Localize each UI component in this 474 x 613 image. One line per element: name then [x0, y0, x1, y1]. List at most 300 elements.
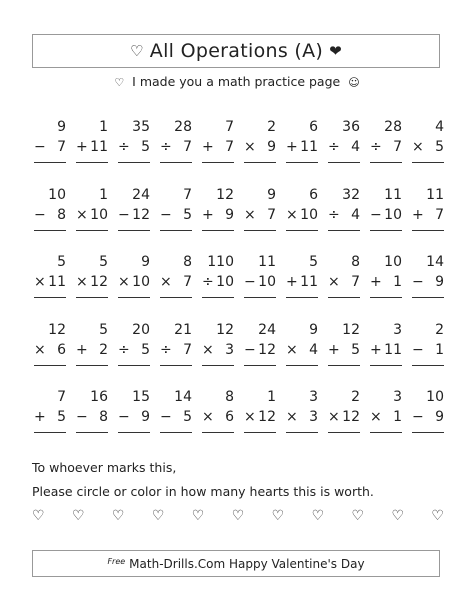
- problem-bottom-row: [118, 272, 150, 292]
- math-problem: [240, 185, 282, 253]
- problem-bottom-number: 5: [435, 139, 444, 155]
- math-problem: [156, 252, 198, 320]
- answer-line: [328, 230, 360, 231]
- problem-bottom-number: 9: [141, 409, 150, 425]
- answer-line: [160, 365, 192, 366]
- operator-sign: +: [34, 409, 46, 425]
- operator-sign: ÷: [328, 139, 340, 155]
- problem-top-number: 10: [426, 389, 444, 405]
- marker-note-line-1: To whoever marks this,: [32, 460, 177, 475]
- problem-top-number: 14: [426, 254, 444, 270]
- subtitle: [0, 74, 474, 89]
- problem-top-number: 1: [267, 389, 276, 405]
- operator-sign: ×: [118, 274, 130, 290]
- answer-line: [76, 365, 108, 366]
- problem-bottom-number: 11: [300, 139, 318, 155]
- operator-sign: ÷: [328, 206, 340, 223]
- problem-bottom-number: 6: [57, 341, 66, 358]
- operator-sign: ÷: [118, 139, 130, 155]
- problem-top-number: 36: [342, 119, 360, 135]
- problem-top-number: 11: [426, 186, 444, 203]
- problem-top-number: 9: [267, 186, 276, 203]
- problem-top-number: 12: [48, 321, 66, 338]
- answer-line: [286, 230, 318, 231]
- problem-bottom-row: [244, 272, 276, 292]
- problem-bottom-number: 4: [351, 206, 360, 223]
- problem-bottom-row: [76, 137, 108, 157]
- operator-sign: −: [118, 206, 130, 223]
- math-problem: [72, 320, 114, 388]
- problem-top-number: 11: [258, 254, 276, 270]
- answer-line: [244, 365, 276, 366]
- math-problem: [324, 320, 366, 388]
- problem-top-number: 5: [99, 254, 108, 270]
- problem-top-number: 5: [99, 321, 108, 338]
- answer-line: [412, 432, 444, 433]
- problem-bottom-row: [286, 407, 318, 427]
- problem-bottom-row: [328, 272, 360, 292]
- problem-bottom-number: 9: [267, 139, 276, 155]
- problem-bottom-row: [160, 407, 192, 427]
- problem-top-number: 3: [393, 389, 402, 405]
- problem-bottom-row: [160, 340, 192, 360]
- operator-sign: ×: [244, 409, 256, 425]
- answer-line: [34, 365, 66, 366]
- problem-top-number: 3: [393, 321, 402, 338]
- problem-top-number: 6: [309, 186, 318, 203]
- heart-outline-icon[interactable]: ♡: [71, 508, 85, 524]
- operator-sign: +: [370, 341, 382, 358]
- answer-line: [118, 365, 150, 366]
- problem-bottom-row: [370, 205, 402, 225]
- math-problem: [366, 387, 408, 455]
- operator-sign: ×: [286, 409, 298, 425]
- math-problem: [240, 117, 282, 185]
- problem-bottom-row: [286, 137, 318, 157]
- answer-line: [328, 365, 360, 366]
- answer-line: [370, 432, 402, 433]
- problem-bottom-number: 10: [300, 206, 318, 223]
- operator-sign: +: [202, 206, 214, 223]
- answer-line: [76, 162, 108, 163]
- answer-line: [76, 230, 108, 231]
- answer-line: [34, 297, 66, 298]
- answer-line: [412, 162, 444, 163]
- problem-bottom-number: 7: [267, 206, 276, 223]
- problem-bottom-row: [412, 272, 444, 292]
- operator-sign: −: [370, 206, 382, 223]
- footer-box: [32, 550, 440, 577]
- problem-bottom-row: [202, 137, 234, 157]
- problem-top-number: 7: [57, 389, 66, 405]
- math-problem: [324, 387, 366, 455]
- problem-bottom-number: 9: [435, 409, 444, 425]
- problem-bottom-row: [286, 272, 318, 292]
- operator-sign: +: [328, 341, 340, 358]
- math-problem: [30, 320, 72, 388]
- math-problem: [30, 117, 72, 185]
- problem-bottom-number: 11: [48, 274, 66, 290]
- math-problem: [240, 252, 282, 320]
- problem-bottom-number: 9: [225, 206, 234, 223]
- answer-line: [76, 432, 108, 433]
- math-problem: [366, 320, 408, 388]
- hearts-row: [32, 508, 444, 524]
- problem-bottom-number: 7: [225, 139, 234, 155]
- smiley-face-icon: ☺: [348, 76, 360, 89]
- answer-line: [412, 230, 444, 231]
- answer-line: [328, 297, 360, 298]
- problem-bottom-row: [118, 340, 150, 360]
- problem-bottom-number: 10: [384, 206, 402, 223]
- operator-sign: ÷: [118, 341, 130, 358]
- problem-bottom-number: 5: [141, 139, 150, 155]
- problem-top-number: 28: [384, 119, 402, 135]
- answer-line: [34, 162, 66, 163]
- operator-sign: −: [76, 409, 88, 425]
- math-problem: [408, 185, 450, 253]
- problem-bottom-row: [76, 205, 108, 225]
- problem-top-number: 5: [309, 254, 318, 270]
- problem-top-number: 14: [174, 389, 192, 405]
- problem-bottom-number: 12: [90, 274, 108, 290]
- problem-bottom-row: [370, 340, 402, 360]
- math-problem: [282, 185, 324, 253]
- problem-bottom-number: 10: [216, 274, 234, 290]
- problem-top-number: 15: [132, 389, 150, 405]
- problem-top-number: 10: [48, 186, 66, 203]
- operator-sign: −: [412, 409, 424, 425]
- problem-bottom-number: 10: [132, 274, 150, 290]
- problem-bottom-row: [412, 407, 444, 427]
- problem-top-number: 11: [384, 186, 402, 203]
- math-problem: [282, 252, 324, 320]
- heart-outline-icon[interactable]: ♡: [151, 508, 165, 524]
- operator-sign: −: [160, 206, 172, 223]
- math-problem: [156, 387, 198, 455]
- problem-bottom-row: [244, 340, 276, 360]
- operator-sign: ×: [412, 139, 424, 155]
- problem-top-number: 35: [132, 119, 150, 135]
- operator-sign: −: [34, 206, 46, 223]
- problem-top-number: 6: [309, 119, 318, 135]
- problem-bottom-row: [34, 272, 66, 292]
- problem-bottom-number: 5: [351, 341, 360, 358]
- problem-bottom-number: 12: [258, 341, 276, 358]
- math-problem: [198, 320, 240, 388]
- answer-line: [160, 432, 192, 433]
- operator-sign: +: [286, 274, 298, 290]
- problem-bottom-row: [202, 205, 234, 225]
- problem-bottom-number: 10: [258, 274, 276, 290]
- problem-top-number: 16: [90, 389, 108, 405]
- operator-sign: ÷: [160, 341, 172, 358]
- problem-top-number: 1: [99, 119, 108, 135]
- answer-line: [328, 432, 360, 433]
- math-problem: [72, 252, 114, 320]
- problem-bottom-row: [160, 205, 192, 225]
- heart-outline-icon[interactable]: ♡: [191, 508, 205, 524]
- problem-bottom-row: [76, 272, 108, 292]
- answer-line: [202, 432, 234, 433]
- problem-bottom-row: [202, 272, 234, 292]
- math-problem: [282, 387, 324, 455]
- answer-line: [118, 432, 150, 433]
- problem-top-number: 21: [174, 321, 192, 338]
- answer-line: [286, 162, 318, 163]
- problem-top-number: 7: [225, 119, 234, 135]
- operator-sign: +: [76, 139, 88, 155]
- answer-line: [370, 162, 402, 163]
- answer-line: [76, 297, 108, 298]
- heart-outline-icon[interactable]: ♡: [271, 508, 285, 524]
- problem-bottom-number: 8: [57, 206, 66, 223]
- problem-bottom-number: 7: [435, 206, 444, 223]
- heart-outline-icon[interactable]: ♡: [311, 508, 325, 524]
- answer-line: [286, 365, 318, 366]
- math-problem: [408, 117, 450, 185]
- problem-bottom-row: [286, 340, 318, 360]
- math-problem: [156, 117, 198, 185]
- operator-sign: ×: [34, 274, 46, 290]
- problem-top-number: 32: [342, 186, 360, 203]
- problem-top-number: 110: [207, 254, 234, 270]
- problem-bottom-number: 5: [57, 409, 66, 425]
- operator-sign: −: [244, 341, 256, 358]
- problem-bottom-row: [202, 340, 234, 360]
- operator-sign: ×: [34, 341, 46, 358]
- heart-outline-icon[interactable]: ♡: [231, 508, 245, 524]
- math-problem: [240, 320, 282, 388]
- operator-sign: ÷: [160, 139, 172, 155]
- problem-top-number: 3: [309, 389, 318, 405]
- problem-bottom-number: 8: [99, 409, 108, 425]
- math-problem: [240, 387, 282, 455]
- operator-sign: ×: [160, 274, 172, 290]
- math-problem: [366, 252, 408, 320]
- operator-sign: ×: [202, 341, 214, 358]
- title-box: [32, 34, 440, 68]
- problem-bottom-row: [370, 137, 402, 157]
- operator-sign: −: [34, 139, 46, 155]
- answer-line: [160, 162, 192, 163]
- answer-line: [244, 162, 276, 163]
- problem-bottom-number: 7: [57, 139, 66, 155]
- math-problem: [324, 252, 366, 320]
- problem-bottom-number: 7: [183, 341, 192, 358]
- problem-bottom-number: 12: [258, 409, 276, 425]
- problem-bottom-row: [34, 205, 66, 225]
- problem-bottom-number: 1: [393, 274, 402, 290]
- problem-bottom-number: 3: [225, 341, 234, 358]
- problem-bottom-number: 4: [351, 139, 360, 155]
- problem-bottom-row: [412, 205, 444, 225]
- problem-top-number: 12: [342, 321, 360, 338]
- problem-top-number: 9: [57, 119, 66, 135]
- problem-bottom-row: [370, 272, 402, 292]
- math-problem: [324, 117, 366, 185]
- operator-sign: +: [286, 139, 298, 155]
- answer-line: [118, 162, 150, 163]
- problem-top-number: 28: [174, 119, 192, 135]
- operator-sign: ÷: [202, 274, 214, 290]
- answer-line: [118, 297, 150, 298]
- math-problem: [408, 320, 450, 388]
- operator-sign: ×: [328, 409, 340, 425]
- problem-top-number: 20: [132, 321, 150, 338]
- answer-line: [244, 432, 276, 433]
- problem-bottom-number: 11: [90, 139, 108, 155]
- problem-bottom-row: [34, 407, 66, 427]
- problem-bottom-number: 7: [351, 274, 360, 290]
- problem-bottom-row: [328, 137, 360, 157]
- marker-note-line-2: Please circle or color in how many hearts this is worth.: [32, 484, 374, 499]
- problem-top-number: 1: [99, 186, 108, 203]
- problem-bottom-number: 1: [393, 409, 402, 425]
- operator-sign: −: [412, 274, 424, 290]
- problem-bottom-number: 7: [183, 139, 192, 155]
- problem-top-number: 8: [351, 254, 360, 270]
- math-problem: [114, 185, 156, 253]
- problem-bottom-row: [370, 407, 402, 427]
- math-problem: [30, 387, 72, 455]
- answer-line: [160, 297, 192, 298]
- math-problem: [408, 252, 450, 320]
- math-problem: [156, 185, 198, 253]
- problem-bottom-number: 5: [141, 341, 150, 358]
- footer-text: Math-Drills.Com Happy Valentine's Day: [129, 556, 365, 571]
- math-problem: [408, 387, 450, 455]
- problem-bottom-number: 7: [183, 274, 192, 290]
- problem-bottom-number: 12: [132, 206, 150, 223]
- math-problem: [30, 252, 72, 320]
- math-problem: [324, 185, 366, 253]
- math-problem: [30, 185, 72, 253]
- problem-top-number: 24: [132, 186, 150, 203]
- answer-line: [286, 432, 318, 433]
- operator-sign: −: [160, 409, 172, 425]
- heart-outline-icon[interactable]: ♡: [351, 508, 365, 524]
- problem-bottom-row: [118, 205, 150, 225]
- problem-bottom-row: [118, 407, 150, 427]
- problem-bottom-row: [202, 407, 234, 427]
- problem-bottom-row: [412, 137, 444, 157]
- answer-line: [202, 230, 234, 231]
- free-logo: Free: [107, 557, 126, 566]
- heart-outline-icon[interactable]: ♡: [431, 508, 444, 524]
- problem-bottom-row: [244, 407, 276, 427]
- problem-bottom-number: 1: [435, 341, 444, 358]
- heart-outline-icon[interactable]: ♡: [32, 508, 45, 524]
- answer-line: [244, 230, 276, 231]
- problem-grid: [30, 117, 450, 455]
- problem-bottom-number: 4: [309, 341, 318, 358]
- problem-bottom-number: 5: [183, 206, 192, 223]
- problem-top-number: 10: [384, 254, 402, 270]
- problem-top-number: 24: [258, 321, 276, 338]
- problem-bottom-number: 11: [384, 341, 402, 358]
- heart-outline-icon: ♡: [130, 42, 144, 60]
- heart-outline-icon[interactable]: ♡: [111, 508, 125, 524]
- answer-line: [286, 297, 318, 298]
- math-problem: [72, 387, 114, 455]
- math-problem: [198, 387, 240, 455]
- problem-bottom-number: 9: [435, 274, 444, 290]
- math-problem: [198, 252, 240, 320]
- answer-line: [370, 230, 402, 231]
- math-problem: [282, 320, 324, 388]
- operator-sign: −: [118, 409, 130, 425]
- operator-sign: +: [76, 341, 88, 358]
- problem-top-number: 8: [225, 389, 234, 405]
- problem-bottom-number: 5: [183, 409, 192, 425]
- operator-sign: ×: [244, 206, 256, 223]
- problem-bottom-row: [244, 137, 276, 157]
- problem-bottom-row: [76, 340, 108, 360]
- answer-line: [34, 432, 66, 433]
- problem-top-number: 12: [216, 321, 234, 338]
- answer-line: [202, 162, 234, 163]
- math-problem: [366, 185, 408, 253]
- answer-line: [370, 365, 402, 366]
- answer-line: [412, 365, 444, 366]
- problem-top-number: 5: [57, 254, 66, 270]
- answer-line: [118, 230, 150, 231]
- problem-bottom-number: 10: [90, 206, 108, 223]
- problem-bottom-number: 6: [225, 409, 234, 425]
- operator-sign: ×: [370, 409, 382, 425]
- problem-top-number: 7: [183, 186, 192, 203]
- problem-bottom-row: [34, 137, 66, 157]
- problem-top-number: 2: [435, 321, 444, 338]
- math-problem: [366, 117, 408, 185]
- problem-bottom-number: 3: [309, 409, 318, 425]
- problem-bottom-row: [244, 205, 276, 225]
- math-problem: [198, 185, 240, 253]
- answer-line: [412, 297, 444, 298]
- answer-line: [370, 297, 402, 298]
- problem-bottom-row: [160, 272, 192, 292]
- heart-filled-icon: ❤: [329, 42, 342, 60]
- problem-bottom-row: [76, 407, 108, 427]
- math-problem: [72, 117, 114, 185]
- problem-bottom-number: 12: [342, 409, 360, 425]
- operator-sign: ×: [286, 206, 298, 223]
- problem-bottom-number: 11: [300, 274, 318, 290]
- answer-line: [34, 230, 66, 231]
- math-problem: [156, 320, 198, 388]
- operator-sign: +: [412, 206, 424, 223]
- problem-top-number: 2: [351, 389, 360, 405]
- problem-bottom-row: [328, 340, 360, 360]
- math-problem: [282, 117, 324, 185]
- answer-line: [202, 297, 234, 298]
- subtitle-text: I made you a math practice page: [132, 74, 341, 89]
- problem-bottom-row: [286, 205, 318, 225]
- heart-outline-icon: ♡: [114, 76, 125, 89]
- operator-sign: ×: [328, 274, 340, 290]
- problem-bottom-row: [160, 137, 192, 157]
- math-problem: [114, 320, 156, 388]
- operator-sign: ×: [286, 341, 298, 358]
- operator-sign: −: [412, 341, 424, 358]
- answer-line: [202, 365, 234, 366]
- math-problem: [114, 117, 156, 185]
- problem-top-number: 9: [141, 254, 150, 270]
- problem-bottom-row: [412, 340, 444, 360]
- problem-bottom-row: [118, 137, 150, 157]
- heart-outline-icon[interactable]: ♡: [391, 508, 404, 524]
